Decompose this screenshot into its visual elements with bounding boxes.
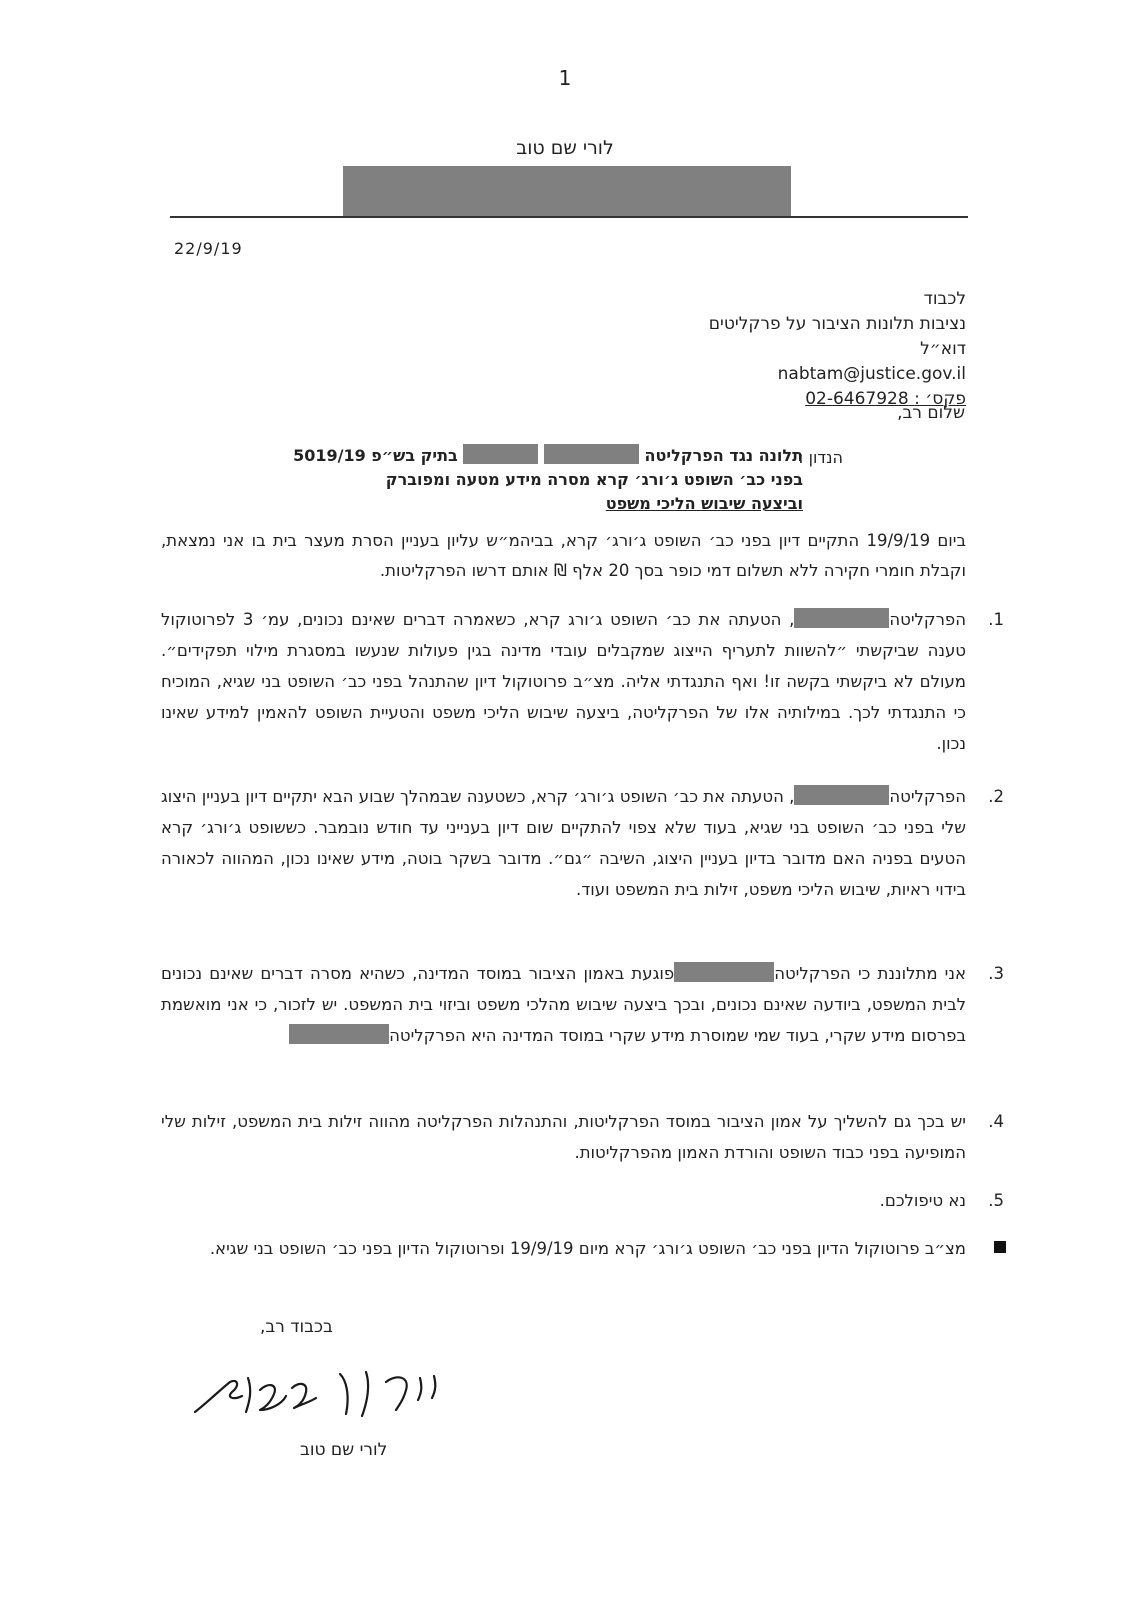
email-address: nabtam@justice.gov.il xyxy=(777,364,966,384)
redaction-block xyxy=(674,962,774,982)
fax-number: 02-6467928 xyxy=(805,389,909,409)
redaction-block xyxy=(544,444,639,464)
item-number: 4. xyxy=(988,1112,1004,1131)
redaction-block xyxy=(343,166,791,218)
list-item xyxy=(161,958,1004,1051)
attachment-note xyxy=(161,1233,966,1264)
square-bullet-icon xyxy=(994,1241,1006,1253)
signature-icon xyxy=(190,1360,460,1432)
subject-body xyxy=(283,444,803,516)
greeting: שלום רב, xyxy=(897,403,965,423)
addressee-salutation: לכבוד xyxy=(923,289,966,309)
addressee-title: נציבות תלונות הציבור על פרקליטים xyxy=(708,314,966,334)
subject-label: הנדון : xyxy=(798,448,843,467)
subject-line-2: בפני כב׳ השופט ג׳ורג׳ קרא מסרה מידע מטעה ומפוברק xyxy=(385,470,803,489)
item-number: 2. xyxy=(988,787,1004,806)
list-item xyxy=(161,781,1004,905)
item-number: 1. xyxy=(988,610,1004,629)
intro-paragraph: ביום 19/9/19 התקיים דיון בפני כב׳ השופט ג׳ורג׳ קרא, בביהמ״ש עליון בעניין הסרת מעצר בית בו אני נמצאת, וקבלת חומרי חקירה ללא תשלום דמי כופר בסך 20 אלף ₪ אותם דרשו הפרקליטות. xyxy=(161,531,966,580)
attachment-text: מצ״ב פרוטוקול הדיון בפני כב׳ השופט ג׳ורג׳ קרא מיום 19/9/19 ופרוטוקול הדיון בפני כב׳ השופט בני שגיא. xyxy=(209,1239,966,1258)
addressee-block xyxy=(466,287,966,412)
fax-label: פקס׳ : xyxy=(914,389,966,409)
item-text: , הטעתה את כב׳ השופט ג׳ורג׳ קרא, כשטענה שבמהלך שבוע הבא יתקיים דיון בעניין היצוג שלי בפני כב׳ השופט בני שגיא, בעוד שלא צפוי להתקיים שום דיון בענייני עד חודש נובמבר. כששופט ג׳ורג׳ קרא הטעים בפניה האם מדובר בדיון בעניין היצוג, השיבה ״גם״. מדובר בשקר בוטה, מידע שאינו נכון, המהווה לכאורה בידוי ראיות, שיבוש הליכי משפט, זילות בית המשפט ועוד. xyxy=(161,787,966,899)
item-lead: הפרקליטה xyxy=(889,787,966,806)
email-label: דוא״ל xyxy=(920,339,966,359)
sender-name: לורי שם טוב xyxy=(516,137,614,159)
letter-date: 22/9/19 xyxy=(174,239,243,258)
list-item xyxy=(161,1106,1004,1168)
item-number: 3. xyxy=(988,964,1004,983)
list-item xyxy=(161,1185,1004,1216)
redaction-block xyxy=(794,608,889,628)
item-lead: הפרקליטה xyxy=(889,610,966,629)
handwritten-signature xyxy=(190,1360,460,1432)
fax-line xyxy=(466,387,966,412)
header-divider xyxy=(170,216,968,218)
redaction-block xyxy=(794,785,889,805)
item-lead: אני מתלוננת כי הפרקליטה xyxy=(774,964,966,983)
subject-line-3: וביצעה שיבוש הליכי משפט xyxy=(605,494,803,513)
item-text: פוגעת באמון הציבור במוסד המדינה, כשהיא מסרה דברים שאינם נכונים לבית המשפט, ביודעה שאינם נכונים, ובכך ביצעה שיבוש מהלכי משפט וביזוי בית המשפט. יש לזכור, כי אני מואשמת בפרסום מידע שקרי, בעוד שמי שמוסרת מידע שקרי במוסד המדינה היא הפרקליטה xyxy=(161,964,966,1045)
signer-name: לורי שם טוב xyxy=(300,1440,388,1460)
redaction-block xyxy=(463,444,538,464)
item-text: , הטעתה את כב׳ השופט ג׳ורג קרא, כשאמרה דברים שאינם נכונים, עמ׳ 3 לפרוטוקול טענה שביקשתי ״להשוות לתעריף הייצוג שמקבלים עובדי מדינה בגין פעולות שנעשו במסגרת מילוי תפקידים״. מעולם לא ביקשתי בקשה זו! ואף התנגדתי אליה. מצ״ב פרוטוקול דיון שהתנהל בפני כב׳ השופט בני שגיא, המוכיח כי התנגדתי לכך. במילותיה אלו של הפרקליטה, ביצעה שיבוש הליכי משפט והטעיית השופט להאמין למידע שאינו נכון. xyxy=(161,610,966,753)
item-text: יש בכך גם להשליך על אמון הציבור במוסד הפרקליטות, והתנהלות הפרקליטה מהווה זילות בית המשפט, זילות שלי המופיעה בפני כבוד השופט והורדת האמון מהפרקליטות. xyxy=(161,1112,966,1162)
subject-line-1: תלונה נגד הפרקליטה בתיק בש״פ 5019/19 xyxy=(293,446,803,465)
redaction-block xyxy=(289,1024,389,1044)
item-text: נא טיפולכם. xyxy=(879,1191,966,1210)
list-item xyxy=(161,604,1004,759)
page-number: 1 xyxy=(558,66,572,90)
closing: בכבוד רב, xyxy=(260,1317,333,1337)
item-number: 5. xyxy=(988,1191,1004,1210)
